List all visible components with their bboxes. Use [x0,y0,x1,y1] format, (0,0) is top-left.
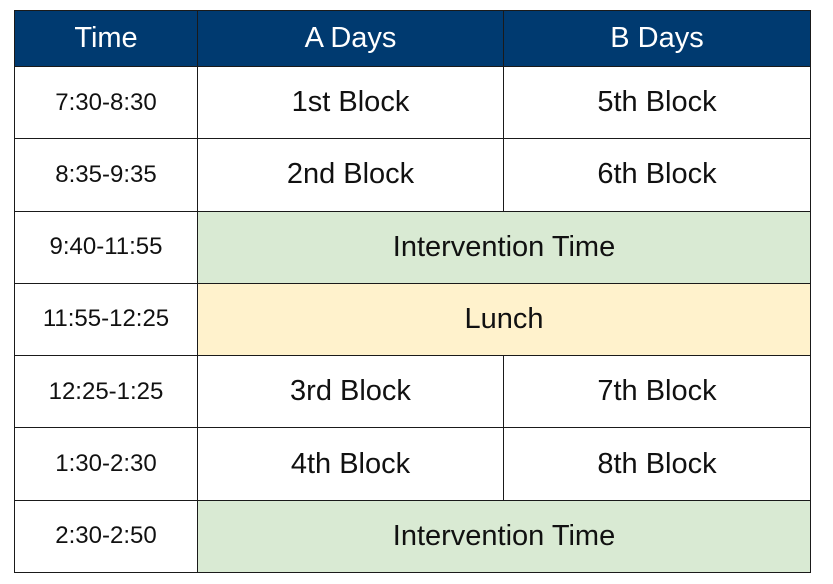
header-time: Time [15,11,198,67]
table-row [15,67,811,139]
a-day-cell: 4th Block [198,428,504,500]
a-day-cell: 1st Block [198,67,504,139]
table-row [15,356,811,428]
schedule-table [14,10,811,573]
b-day-cell: 7th Block [504,356,811,428]
time-cell: 12:25-1:25 [15,356,198,428]
time-cell: 9:40-11:55 [15,211,198,283]
time-cell: 1:30-2:30 [15,428,198,500]
time-cell: 7:30-8:30 [15,67,198,139]
table-row [15,211,811,283]
table-row [15,283,811,355]
b-day-cell: 5th Block [504,67,811,139]
a-day-cell: 3rd Block [198,356,504,428]
time-cell: 11:55-12:25 [15,283,198,355]
time-cell: 8:35-9:35 [15,139,198,211]
b-day-cell: 6th Block [504,139,811,211]
table-row [15,500,811,572]
time-cell: 2:30-2:50 [15,500,198,572]
lunch-cell: Lunch [198,283,811,355]
table-row [15,428,811,500]
header-a-days: A Days [198,11,504,67]
table-row [15,139,811,211]
schedule-body [15,67,811,573]
header-b-days: B Days [504,11,811,67]
intervention-cell: Intervention Time [198,500,811,572]
b-day-cell: 8th Block [504,428,811,500]
schedule-header [15,11,811,67]
a-day-cell: 2nd Block [198,139,504,211]
header-row [15,11,811,67]
intervention-cell: Intervention Time [198,211,811,283]
